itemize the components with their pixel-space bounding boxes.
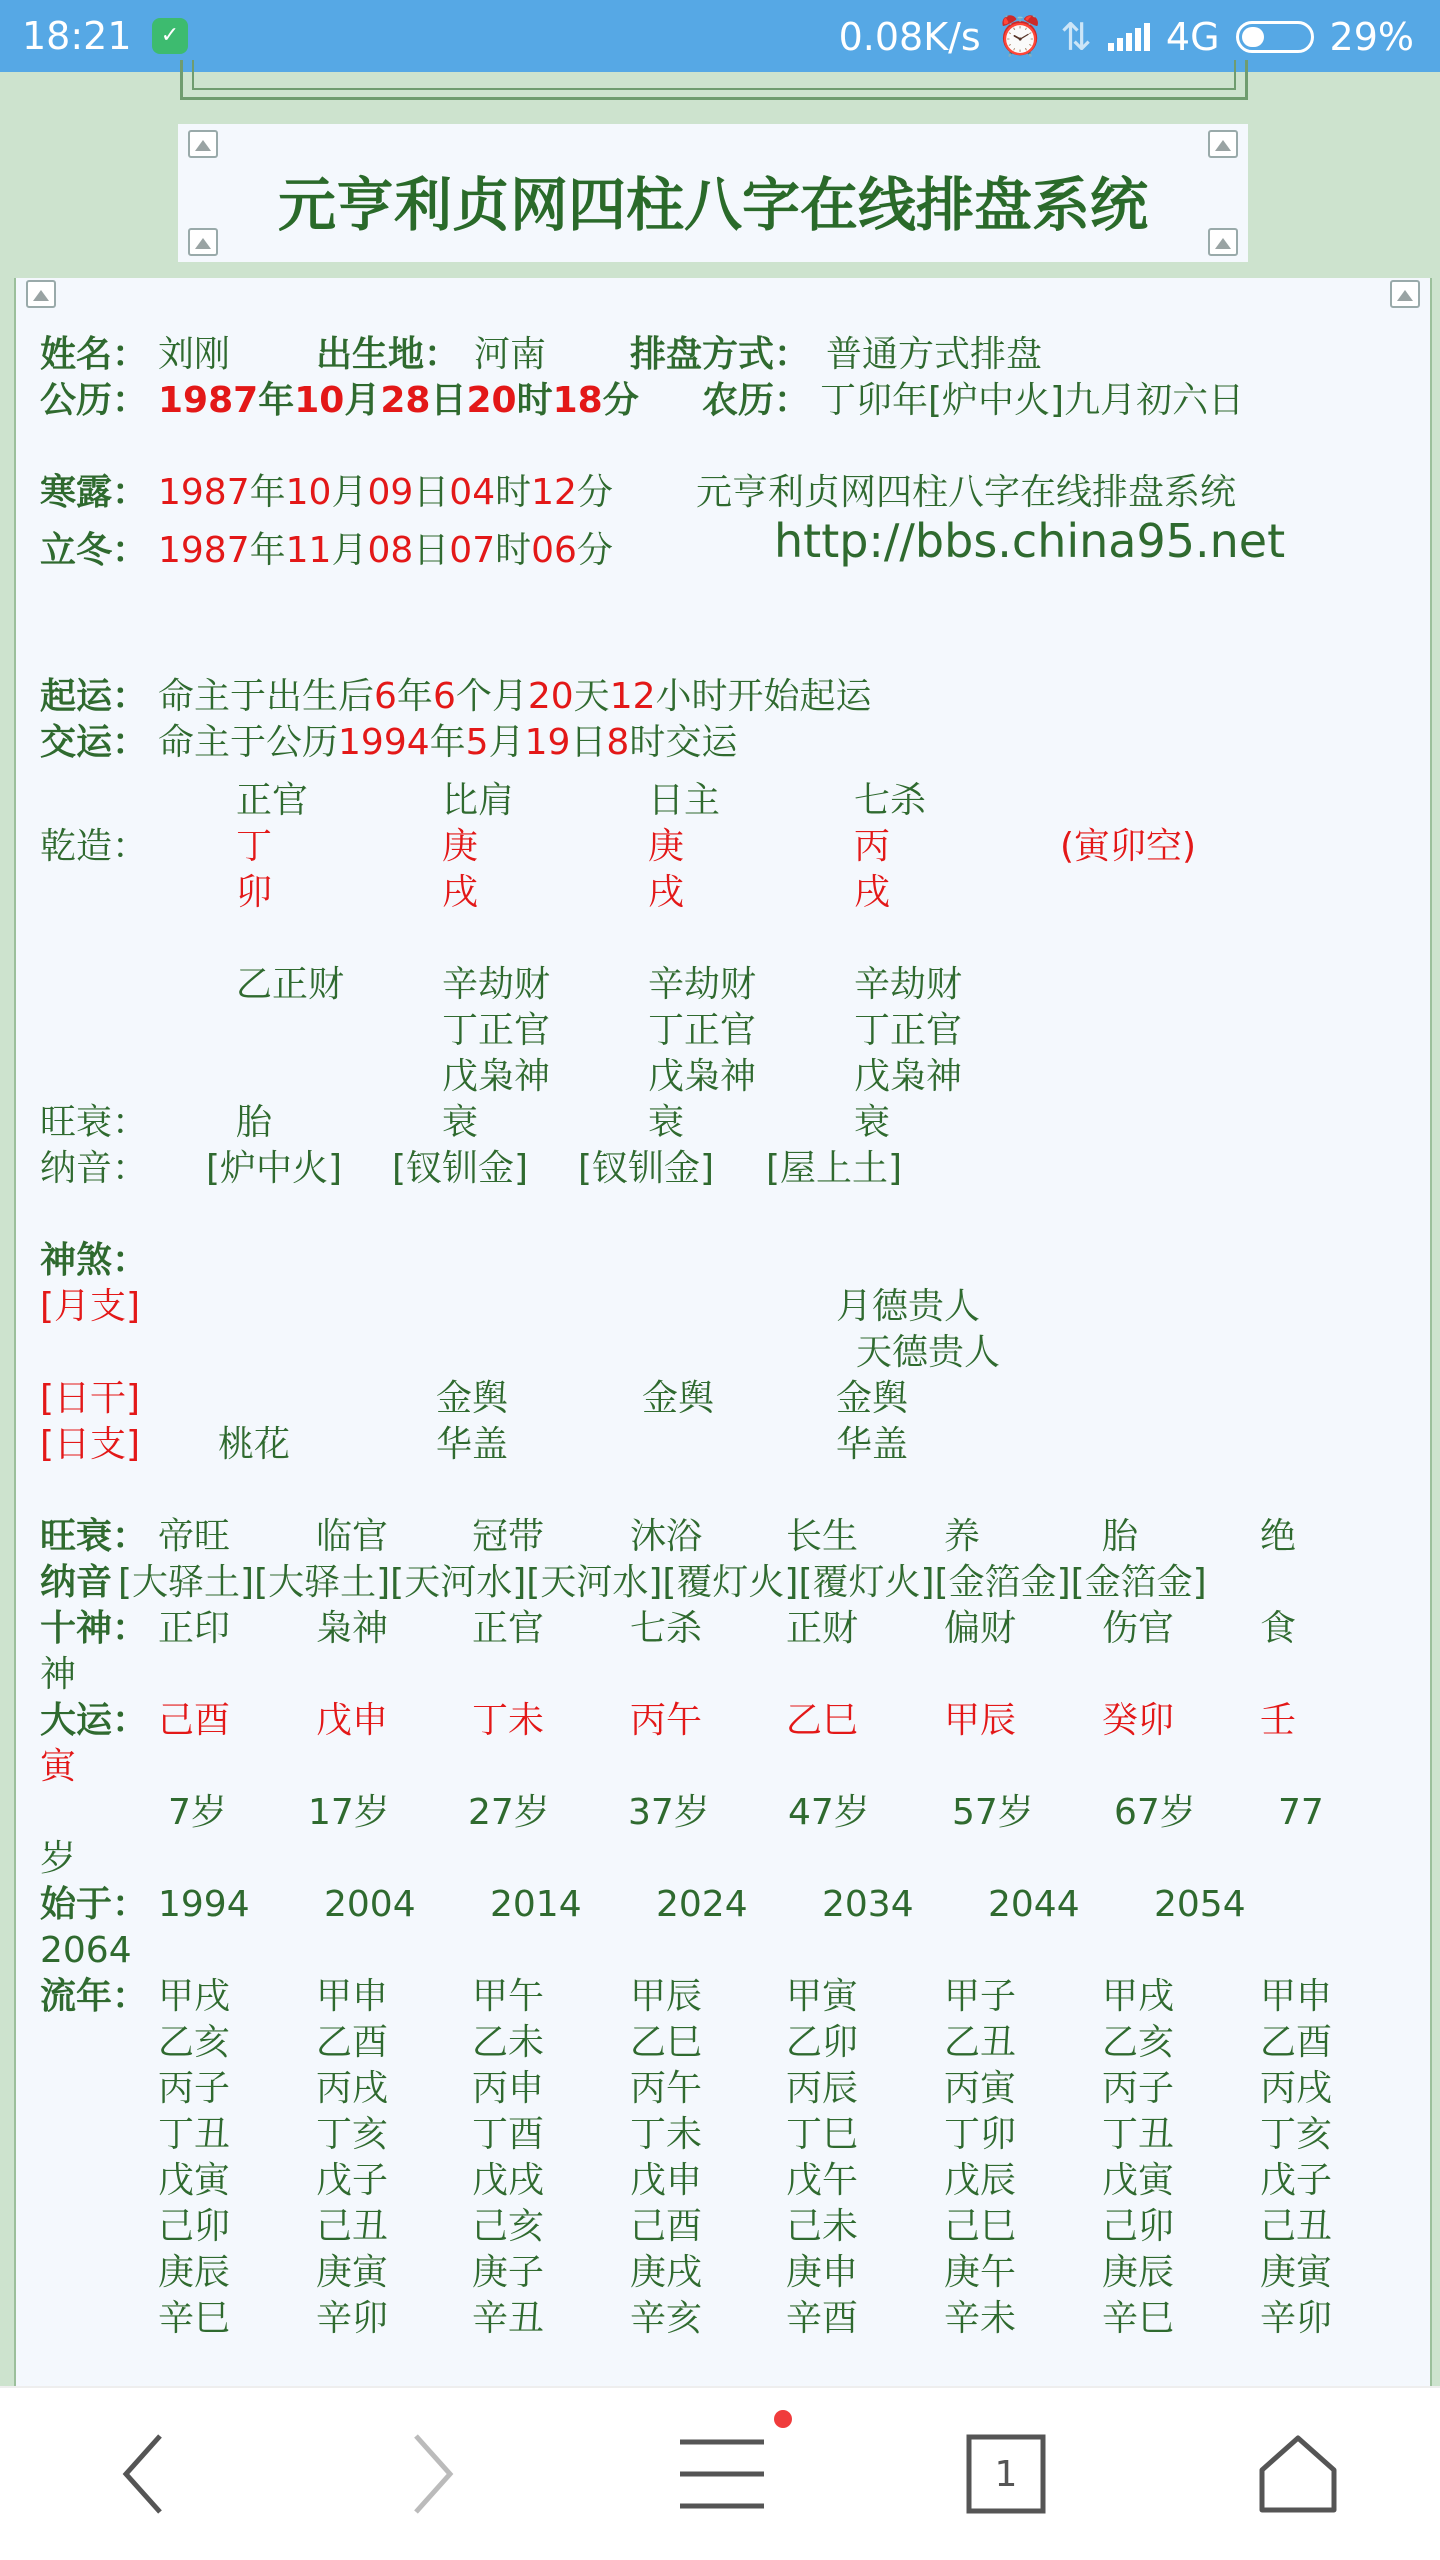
dayun-ganzhi: 甲辰 (944, 1700, 1017, 1741)
broken-image-icon (1208, 130, 1238, 158)
text-segment: 月 (344, 380, 381, 421)
liunian-cell: 辛亥 (630, 2298, 703, 2339)
dayun-wangshuai: 沐浴 (630, 1516, 703, 1557)
text-segment: 07 (449, 530, 496, 571)
birthplace-value: 河南 (474, 334, 547, 375)
liunian-cell: 己卯 (158, 2206, 231, 2247)
pillar-wangshuai: 胎 (236, 1102, 273, 1143)
liunian-cell: 庚午 (944, 2252, 1017, 2293)
hidden-stem: 戊枭神 (854, 1056, 963, 1097)
liunian-cell: 辛巳 (158, 2298, 231, 2339)
pillar-nayin: [炉中火] (206, 1148, 343, 1189)
chevron-right-icon (412, 2432, 456, 2516)
pillar-shishen: 日主 (648, 780, 721, 821)
qiyun-value (158, 674, 872, 720)
dayun-ganzhi: 己酉 (158, 1700, 231, 1741)
shensha-rizhi-label: [日支] (40, 1424, 141, 1465)
text-segment: 日 (570, 722, 607, 763)
text-segment: 分 (576, 530, 613, 571)
liunian-cell: 辛卯 (316, 2298, 389, 2339)
shensha-yuezhi-label: [月支] (40, 1286, 141, 1327)
home-button[interactable] (1248, 2424, 1348, 2524)
liunian-cell: 丙戌 (316, 2068, 389, 2109)
liunian-cell: 丙子 (1102, 2068, 1175, 2109)
shiyu-label: 始于： (40, 1884, 149, 1925)
dayun-shishen: 伤官 (1102, 1608, 1175, 1649)
hidden-stem: 戊枭神 (648, 1056, 757, 1097)
shensha-item: 华盖 (836, 1424, 909, 1465)
text-segment: 分 (602, 380, 639, 421)
browser-nav-bar (0, 2386, 1440, 2560)
liunian-cell: 己丑 (1260, 2206, 1333, 2247)
liunian-cell: 乙亥 (1102, 2022, 1175, 2063)
lidong-label: 立冬： (40, 530, 149, 571)
liunian-cell: 乙卯 (786, 2022, 859, 2063)
text-segment: 日 (430, 380, 467, 421)
liunian-cell: 辛酉 (786, 2298, 859, 2339)
liunian-cell: 甲申 (316, 1976, 389, 2017)
hidden-stem: 戊枭神 (442, 1056, 551, 1097)
liunian-cell: 甲申 (1260, 1976, 1333, 2017)
menu-button[interactable] (672, 2424, 772, 2524)
liunian-cell: 丁丑 (158, 2114, 231, 2155)
hidden-stem: 丁正官 (648, 1010, 757, 1051)
text-segment: 日 (413, 530, 450, 571)
text-segment: 06 (531, 530, 577, 571)
hidden-stem: 辛劫财 (854, 964, 963, 1005)
liunian-cell: 庚辰 (158, 2252, 231, 2293)
liunian-cell: 丁酉 (472, 2114, 545, 2155)
battery-level: 29% (1329, 14, 1414, 59)
liunian-label: 流年： (40, 1976, 149, 2017)
pillar-stem: 丁 (236, 826, 273, 867)
hanlu-date (158, 470, 613, 516)
dayun-shishen: 正印 (158, 1608, 231, 1649)
liunian-cell: 甲辰 (630, 1976, 703, 2017)
hanlu-label: 寒露： (40, 472, 149, 513)
kongwang: (寅卯空) (1060, 826, 1197, 867)
dayun-ganzhi: 壬 (1260, 1700, 1297, 1741)
dayun-wangshuai: 帝旺 (158, 1516, 231, 1557)
dayun-ganzhi: 戊申 (316, 1700, 389, 1741)
dayun-age: 57岁 (952, 1792, 1034, 1833)
text-segment: 1987 (158, 380, 259, 421)
liunian-cell: 丁亥 (1260, 2114, 1333, 2155)
liunian-cell: 丙寅 (944, 2068, 1017, 2109)
solar-label: 公历： (40, 380, 149, 421)
pillar-stem: 庚 (442, 826, 479, 867)
liunian-cell: 甲戌 (1102, 1976, 1175, 2017)
shensha-rigan-label: [日干] (40, 1378, 141, 1419)
text-segment: 5 (465, 722, 489, 763)
dayun-ganzhi: 乙巳 (786, 1700, 859, 1741)
dayun-nayin-label: 纳音 (40, 1562, 113, 1603)
birthplace-label: 出生地： (316, 334, 461, 375)
text-segment: 10 (285, 472, 332, 513)
pillar-nayin: [钗钏金] (392, 1148, 529, 1189)
text-segment: 20 (466, 380, 517, 421)
menu-icon (678, 2436, 766, 2512)
pillar-wangshuai: 衰 (442, 1102, 479, 1143)
status-time: 18:21 (22, 14, 132, 58)
wangshuai-label: 旺衰： (40, 1102, 149, 1143)
text-segment: 年 (249, 530, 286, 571)
pillar-stem: 庚 (648, 826, 685, 867)
dayun-nayin: [大驿土][大驿土][天河水][天河水][覆灯火][覆灯火][金箔金][金箔金] (118, 1562, 1207, 1603)
liunian-cell: 庚寅 (1260, 2252, 1333, 2293)
dayun-wangshuai: 绝 (1260, 1516, 1297, 1557)
liunian-cell: 己未 (786, 2206, 859, 2247)
text-segment: 命主于出生后 (158, 676, 375, 717)
pillar-nayin: [钗钏金] (578, 1148, 715, 1189)
shiyu-year: 2034 (822, 1884, 914, 1925)
shensha-item: 金舆 (836, 1378, 909, 1419)
dayun-shishen: 七杀 (630, 1608, 703, 1649)
shensha-item: 桃花 (218, 1424, 291, 1465)
dayun-wangshuai: 胎 (1102, 1516, 1139, 1557)
qiyun-label: 起运： (40, 676, 149, 717)
liunian-cell: 戊寅 (158, 2160, 231, 2201)
shiyu-year: 2014 (490, 1884, 582, 1925)
dayun-wangshuai: 临官 (316, 1516, 389, 1557)
liunian-cell: 甲戌 (158, 1976, 231, 2017)
shiyu-year: 2054 (1154, 1884, 1246, 1925)
liunian-cell: 丙子 (158, 2068, 231, 2109)
liunian-cell: 甲子 (944, 1976, 1017, 2017)
hidden-stem: 辛劫财 (442, 964, 551, 1005)
page-title: 元亨利贞网四柱八字在线排盘系统 (277, 171, 1148, 239)
hidden-stem: 丁正官 (442, 1010, 551, 1051)
pillar-nayin: [屋上土] (766, 1148, 903, 1189)
liunian-cell: 庚子 (472, 2252, 545, 2293)
dayun-wangshuai-label: 旺衰： (40, 1516, 149, 1557)
solar-date (158, 378, 639, 424)
liunian-cell: 辛巳 (1102, 2298, 1175, 2339)
text-segment: 年 (258, 380, 295, 421)
pillar-shishen: 正官 (236, 780, 309, 821)
text-segment: 18 (552, 380, 603, 421)
text-segment: 12 (531, 472, 577, 513)
liunian-cell: 丙申 (472, 2068, 545, 2109)
text-segment: 命主于公历 (158, 722, 339, 763)
dayun-wrap: 寅 (40, 1746, 77, 1787)
tabs-button[interactable] (956, 2424, 1056, 2524)
liunian-cell: 己丑 (316, 2206, 389, 2247)
forward-button[interactable] (384, 2424, 484, 2524)
liunian-cell: 甲午 (472, 1976, 545, 2017)
text-segment: 年 (249, 472, 286, 513)
text-segment: 日 (413, 472, 450, 513)
text-segment: 1994 (338, 722, 430, 763)
liunian-cell: 戊申 (630, 2160, 703, 2201)
text-segment: 6 (432, 676, 456, 717)
dayun-shishen-label: 十神： (40, 1608, 149, 1649)
liunian-cell: 庚辰 (1102, 2252, 1175, 2293)
text-segment: 11 (285, 530, 332, 571)
dayun-ganzhi: 丙午 (630, 1700, 703, 1741)
dayun-shishen: 偏财 (944, 1608, 1017, 1649)
shensha-label: 神煞： (40, 1240, 149, 1281)
dayun-ganzhi: 丁未 (472, 1700, 545, 1741)
dayun-wangshuai: 养 (944, 1516, 981, 1557)
liunian-cell: 乙酉 (1260, 2022, 1333, 2063)
dayun-age: 47岁 (788, 1792, 870, 1833)
text-segment: 1987 (158, 472, 250, 513)
dayun-shishen: 正财 (786, 1608, 859, 1649)
jiaoyun-label: 交运： (40, 722, 149, 763)
shensha-item: 华盖 (436, 1424, 509, 1465)
liunian-cell: 丁丑 (1102, 2114, 1175, 2155)
dayun-wangshuai: 长生 (786, 1516, 859, 1557)
liunian-cell: 庚寅 (316, 2252, 389, 2293)
liunian-cell: 戊戌 (472, 2160, 545, 2201)
pillar-wangshuai: 衰 (854, 1102, 891, 1143)
dayun-age: 7岁 (168, 1792, 227, 1833)
liunian-cell: 乙丑 (944, 2022, 1017, 2063)
liunian-cell: 己卯 (1102, 2206, 1175, 2247)
liunian-cell: 辛卯 (1260, 2298, 1333, 2339)
text-segment: 个月 (455, 676, 528, 717)
dayun-age: 67岁 (1114, 1792, 1196, 1833)
liunian-cell: 乙酉 (316, 2022, 389, 2063)
liunian-cell: 甲寅 (786, 1976, 859, 2017)
shiyu-year: 1994 (158, 1884, 250, 1925)
pillar-label: 乾造： (40, 826, 149, 867)
lidong-date (158, 528, 613, 574)
method-value: 普通方式排盘 (826, 334, 1043, 375)
name-value: 刘刚 (158, 334, 231, 375)
alarm-icon: ⏰ (996, 14, 1045, 58)
dayun-shishen: 食 (1260, 1608, 1297, 1649)
jiaoyun-value (158, 720, 737, 766)
text-segment: 6 (374, 676, 397, 717)
pillar-shishen: 比肩 (442, 780, 515, 821)
pillar-stem: 丙 (854, 826, 891, 867)
dayun-ganzhi: 癸卯 (1102, 1700, 1175, 1741)
text-segment: 分 (576, 472, 613, 513)
shiyu-year: 2044 (988, 1884, 1080, 1925)
name-label: 姓名： (40, 334, 149, 375)
dayun-shishen-wrap: 神 (40, 1654, 77, 1695)
liunian-cell: 乙亥 (158, 2022, 231, 2063)
text-segment: 时 (495, 530, 532, 571)
text-segment: 年 (429, 722, 466, 763)
dayun-age: 37岁 (628, 1792, 710, 1833)
pillar-wangshuai: 衰 (648, 1102, 685, 1143)
text-segment: 时交运 (629, 722, 738, 763)
text-segment: 19 (524, 722, 571, 763)
liunian-cell: 己巳 (944, 2206, 1017, 2247)
liunian-cell: 丁巳 (786, 2114, 859, 2155)
text-segment: 天 (573, 676, 610, 717)
liunian-cell: 辛丑 (472, 2298, 545, 2339)
shensha-item: 天德贵人 (856, 1332, 1001, 1373)
text-segment: 09 (367, 472, 414, 513)
pillar-branch: 戌 (854, 872, 891, 913)
network-speed: 0.08K/s (838, 14, 981, 59)
battery-icon (1236, 21, 1314, 53)
text-segment: 1987 (158, 530, 250, 571)
signal-icon (1108, 23, 1150, 51)
dayun-label: 大运： (40, 1700, 149, 1741)
method-label: 排盘方式： (630, 334, 811, 375)
notification-dot (774, 2410, 792, 2428)
dayun-shishen: 枭神 (316, 1608, 389, 1649)
text-segment: 年 (396, 676, 433, 717)
liunian-cell: 丁未 (630, 2114, 703, 2155)
text-segment: 08 (367, 530, 414, 571)
broken-image-icon (188, 130, 218, 158)
dayun-age-wrap: 岁 (40, 1838, 77, 1879)
liunian-cell: 庚戌 (630, 2252, 703, 2293)
text-segment: 28 (380, 380, 431, 421)
dayun-age: 77 (1278, 1792, 1324, 1833)
pillar-branch: 戌 (442, 872, 479, 913)
lunar-label: 农历： (702, 380, 811, 421)
lunar-date: 丁卯年[炉中火]九月初六日 (820, 380, 1245, 421)
text-segment: 10 (294, 380, 345, 421)
dayun-age: 27岁 (468, 1792, 550, 1833)
liunian-cell: 戊子 (316, 2160, 389, 2201)
text-segment: 月 (488, 722, 525, 763)
liunian-cell: 丙午 (630, 2068, 703, 2109)
tab-count: 1 (994, 2453, 1018, 2495)
pillar-branch: 卯 (236, 872, 273, 913)
nayin-label: 纳音： (40, 1148, 149, 1189)
liunian-cell: 辛未 (944, 2298, 1017, 2339)
frame-border-inner (192, 60, 1236, 90)
liunian-cell: 乙未 (472, 2022, 545, 2063)
hidden-stem: 丁正官 (854, 1010, 963, 1051)
shiyu-year: 2024 (656, 1884, 748, 1925)
pillar-shishen: 七杀 (854, 780, 927, 821)
back-button[interactable] (92, 2424, 192, 2524)
data-transfer-icon: ⇅ (1060, 14, 1092, 59)
text-segment: 小时开始起运 (655, 676, 872, 717)
shiyu-year: 2004 (324, 1884, 416, 1925)
liunian-cell: 己酉 (630, 2206, 703, 2247)
liunian-cell: 丙戌 (1260, 2068, 1333, 2109)
shensha-item: 月德贵人 (836, 1286, 981, 1327)
hidden-stem: 辛劫财 (648, 964, 757, 1005)
liunian-cell: 戊子 (1260, 2160, 1333, 2201)
shiyu-wrap: 2064 (40, 1930, 132, 1971)
shield-icon: ✓ (152, 18, 188, 54)
shensha-item: 金舆 (642, 1378, 715, 1419)
liunian-cell: 丙辰 (786, 2068, 859, 2109)
dayun-shishen: 正官 (472, 1608, 545, 1649)
broken-image-icon (26, 280, 56, 308)
hidden-stem: 乙正财 (236, 964, 345, 1005)
text-segment: 月 (331, 530, 368, 571)
dayun-wangshuai: 冠带 (472, 1516, 545, 1557)
site-header (178, 124, 1248, 262)
text-segment: 时 (516, 380, 553, 421)
liunian-cell: 乙巳 (630, 2022, 703, 2063)
text-segment: 时 (495, 472, 532, 513)
liunian-cell: 丁亥 (316, 2114, 389, 2155)
text-segment: 20 (527, 676, 574, 717)
liunian-cell: 戊辰 (944, 2160, 1017, 2201)
site-url-link[interactable]: http://bbs.china95.net (774, 514, 1286, 568)
chevron-left-icon (120, 2432, 164, 2516)
broken-image-icon (1390, 280, 1420, 308)
network-type: 4G (1165, 14, 1220, 59)
pillar-branch: 戌 (648, 872, 685, 913)
liunian-cell: 己亥 (472, 2206, 545, 2247)
liunian-cell: 庚申 (786, 2252, 859, 2293)
text-segment: 12 (609, 676, 656, 717)
text-segment: 8 (606, 722, 630, 763)
text-segment: 月 (331, 472, 368, 513)
text-segment: 04 (449, 472, 496, 513)
liunian-cell: 戊寅 (1102, 2160, 1175, 2201)
shensha-item: 金舆 (436, 1378, 509, 1419)
dayun-age: 17岁 (308, 1792, 390, 1833)
bazi-result-panel (14, 278, 1432, 2388)
liunian-cell: 戊午 (786, 2160, 859, 2201)
liunian-cell: 丁卯 (944, 2114, 1017, 2155)
home-icon (1258, 2434, 1338, 2514)
site-name: 元亨利贞网四柱八字在线排盘系统 (696, 472, 1237, 513)
